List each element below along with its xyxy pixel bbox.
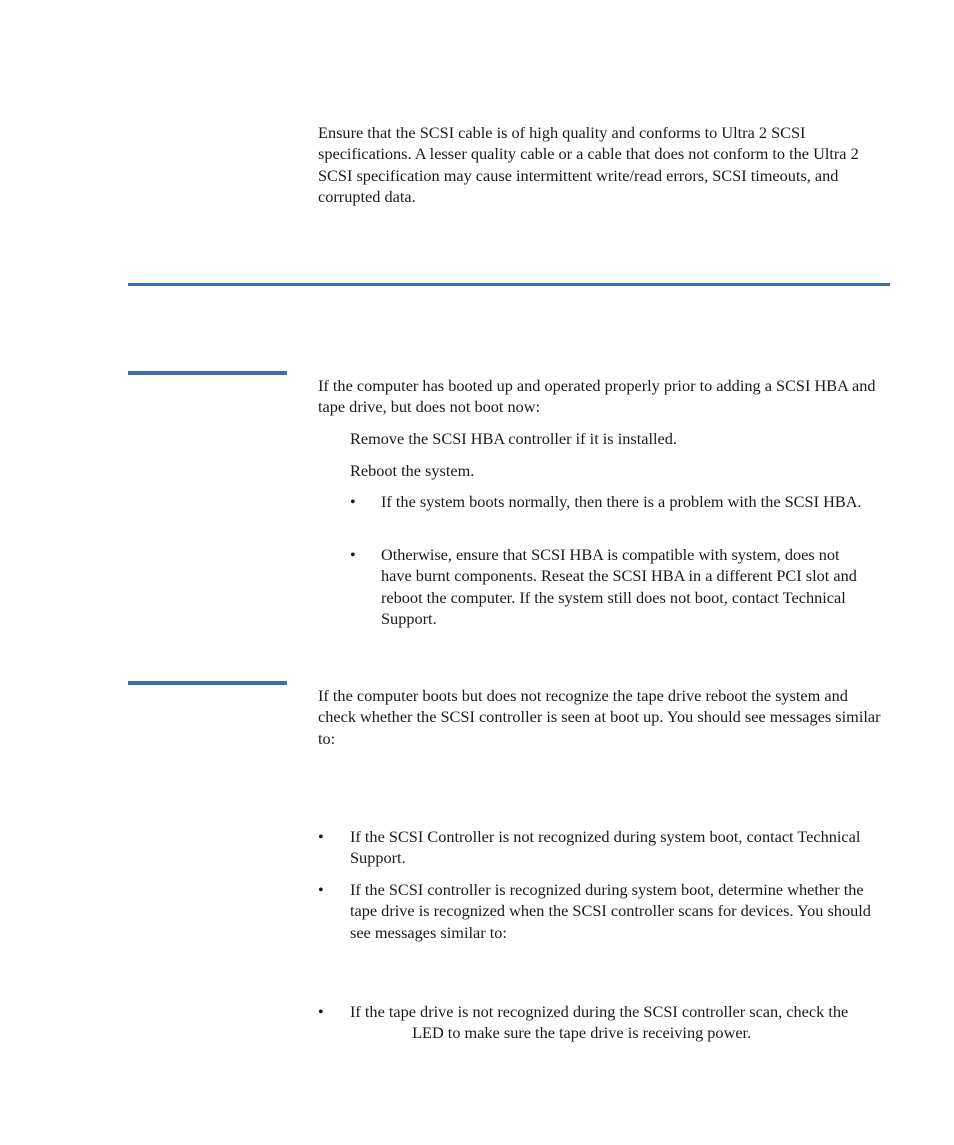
section-divider	[128, 283, 890, 286]
section2-intro: If the computer boots but does not recognize the tape drive reboot the system and check whether the SCSI controller is seen at boot up. You should see messages similar to:	[318, 686, 881, 748]
bullet-glyph: •	[350, 492, 356, 511]
section2-bullet-2: If the SCSI controller is recognized during system boot, determine whether the tape drive is recognized when the SCSI controller scans for devices. You should see messages similar to:	[350, 880, 871, 942]
bullet-glyph: •	[350, 545, 356, 564]
section1-step-2: Reboot the system.	[350, 461, 475, 480]
section1-step-1: Remove the SCSI HBA controller if it is installed.	[350, 429, 677, 448]
bullet-glyph: •	[318, 1002, 324, 1021]
bullet-glyph: •	[318, 827, 324, 846]
subsection-rule-1	[128, 371, 287, 375]
section1-bullet-1: If the system boots normally, then there is a problem with the SCSI HBA.	[381, 492, 862, 511]
bullet-glyph: •	[318, 880, 324, 899]
section2-bullet-3-part2: LED to make sure the tape drive is receiving power.	[412, 1023, 752, 1043]
section2-bullet-1: If the SCSI Controller is not recognized during system boot, contact Technical Support.	[350, 827, 861, 868]
section2-bullet-3-part1: If the tape drive is not recognized during the SCSI controller scan, check the	[350, 1002, 849, 1021]
section1-bullet-2: Otherwise, ensure that SCSI HBA is compatible with system, does not have burnt components. Reseat the SCSI HBA in a different PCI slot and reboot the computer. If the system still does not boot, contact Technical Support.	[381, 545, 857, 629]
section2-bullet-3	[350, 1001, 895, 1044]
section1-intro: If the computer has booted up and operated properly prior to adding a SCSI HBA and tape drive, but does not boot now:	[318, 376, 876, 417]
subsection-rule-2	[128, 681, 287, 685]
intro-paragraph: Ensure that the SCSI cable is of high quality and conforms to Ultra 2 SCSI specifications. A lesser quality cable or a cable that does not conform to the Ultra 2 SCSI specification may cause intermittent write/read errors, SCSI timeouts, and corrupted data.	[318, 123, 859, 207]
